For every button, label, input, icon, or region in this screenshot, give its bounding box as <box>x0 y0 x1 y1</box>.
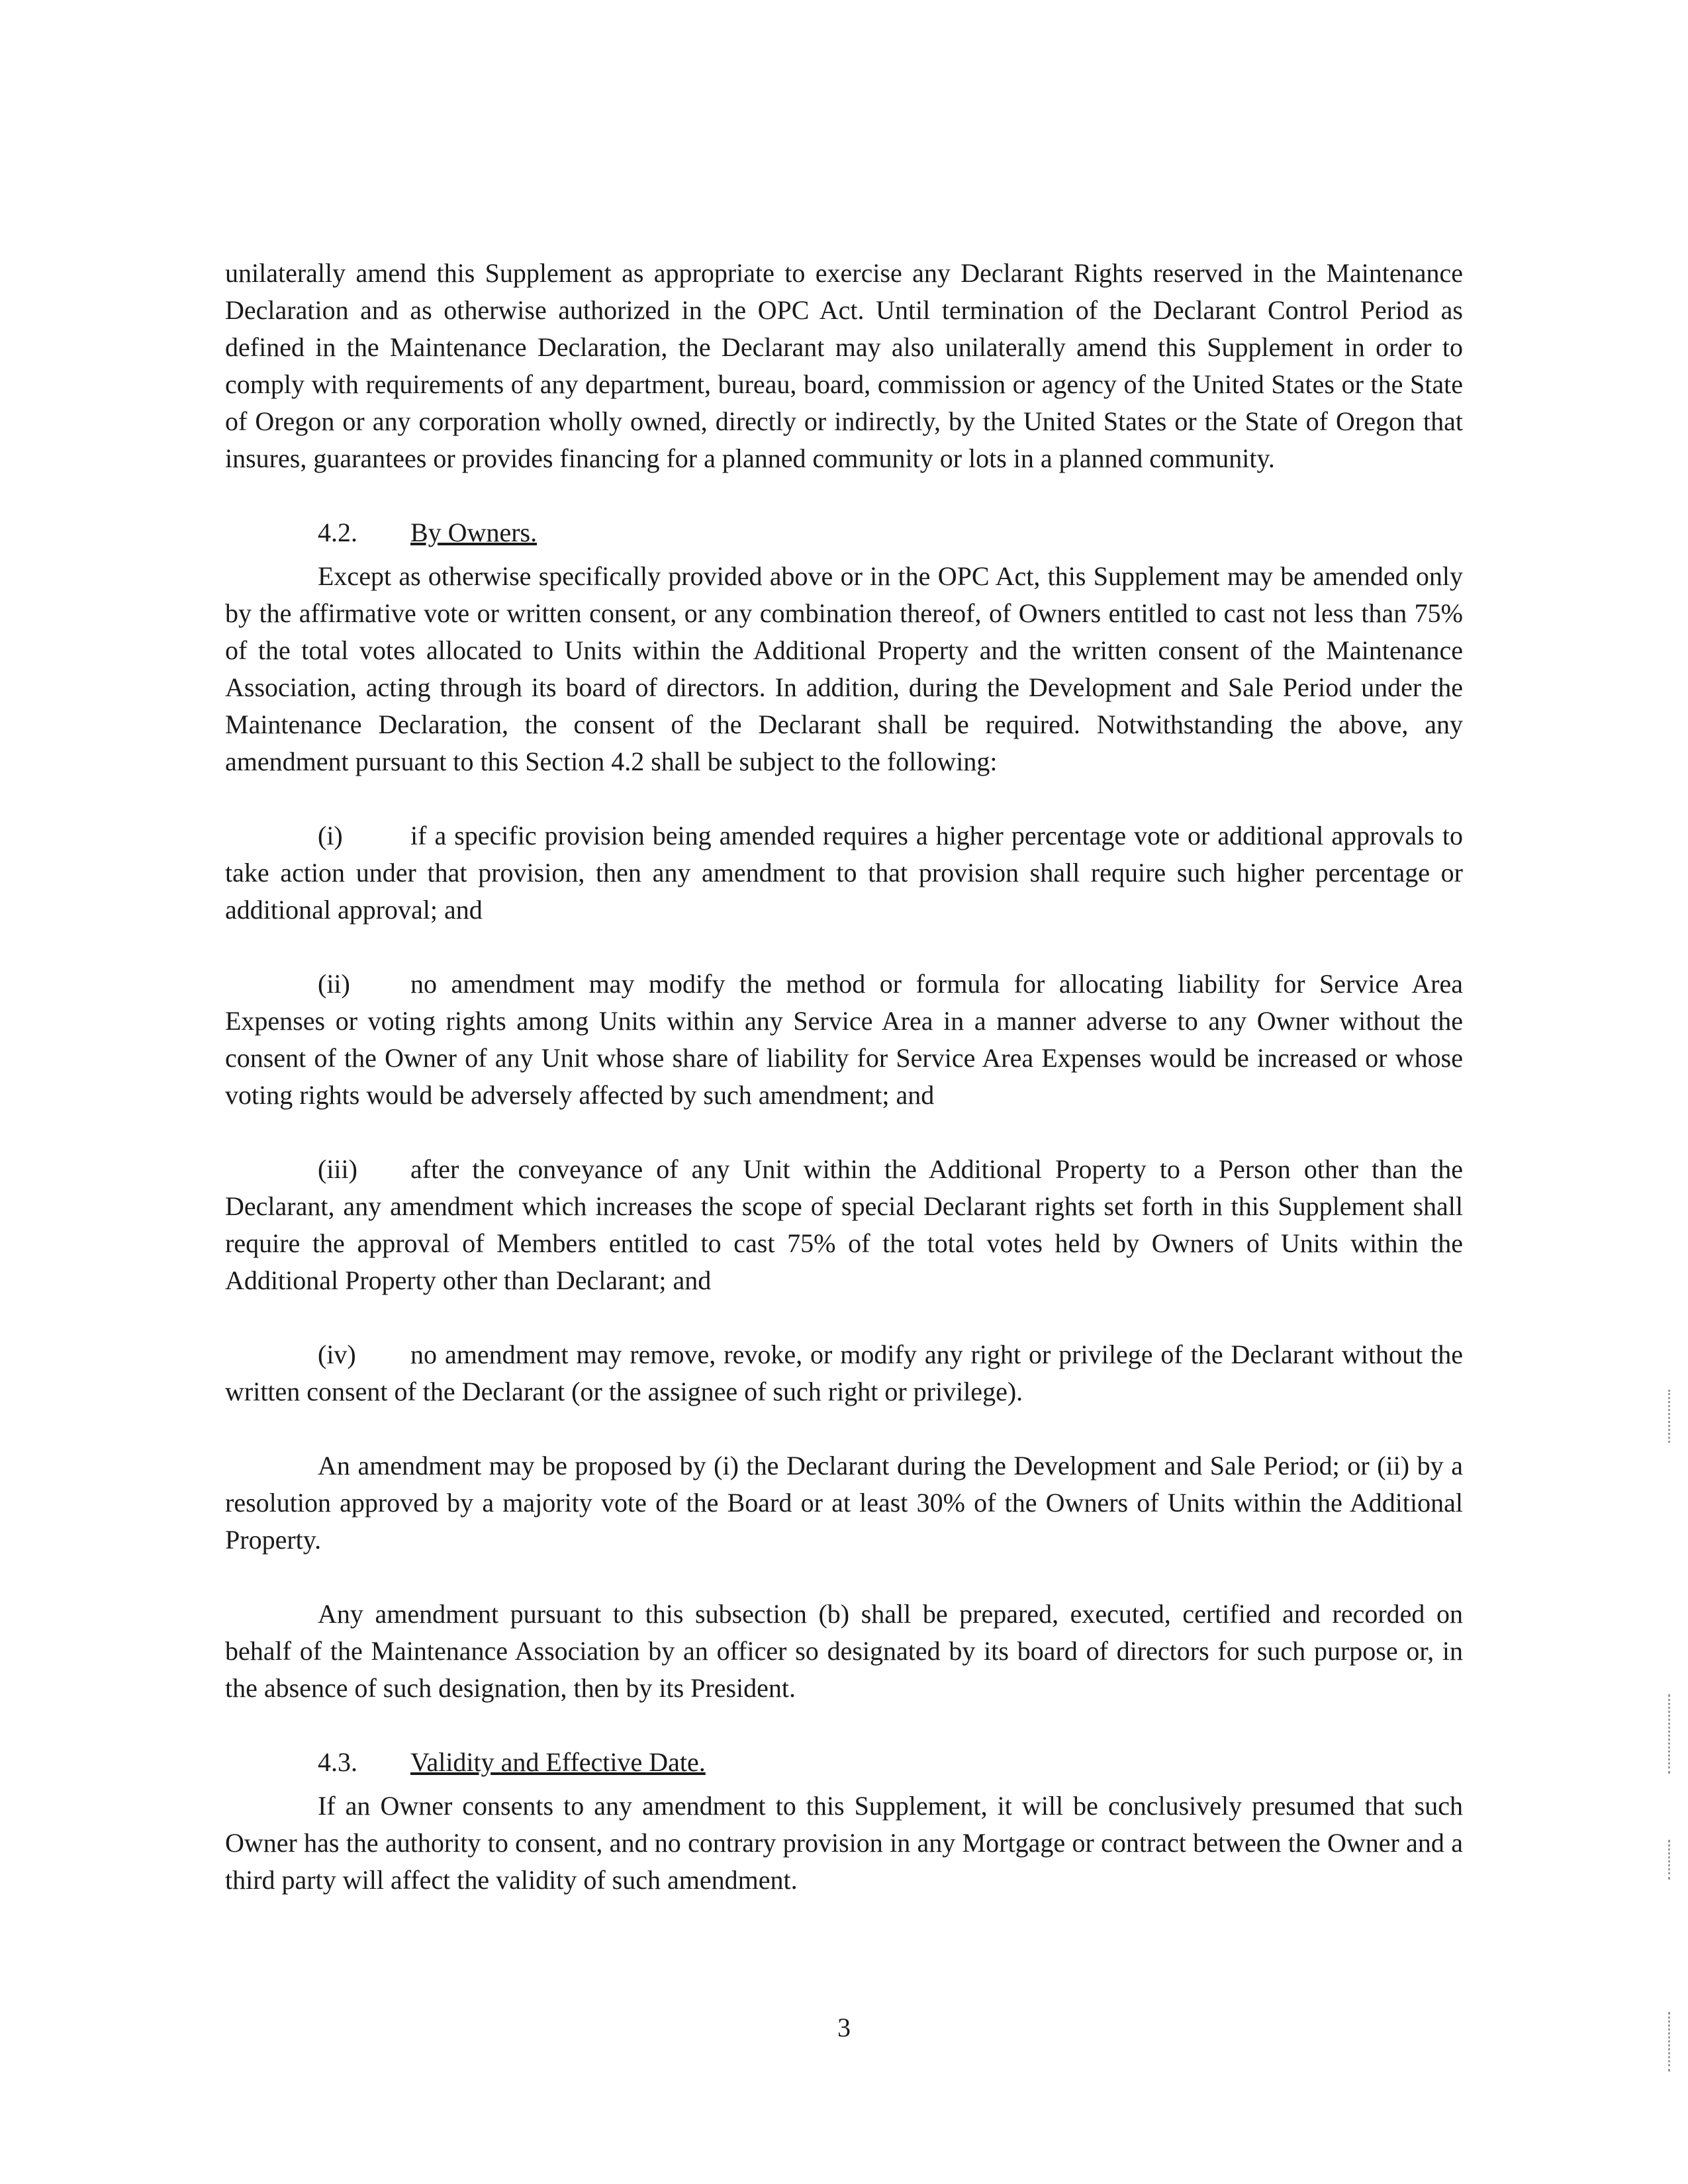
execution-paragraph: Any amendment pursuant to this subsection (b) shall be prepared, executed, certified and recorded on behalf of the Maintenance Association by an officer so designated by its board of directors for such purpose or, in the absence of such designation, then by its President. <box>225 1599 1463 1703</box>
section-4-3-heading <box>225 1744 1463 1781</box>
list-item-text: after the conveyance of any Unit within the Additional Property to a Person other than the Declarant, any amendment which increases the scope of special Declarant rights set forth in this Supplement shall require the approval of Members entitled to cast 75% of the total votes held by Owners of Units within the Additional Property other than Declarant; and <box>225 1154 1463 1295</box>
section-4-3-body: If an Owner consents to any amendment to this Supplement, it will be conclusively presumed that such Owner has the authority to consent, and no contrary provision in any Mortgage or contract between the Owner and a third party will affect the validity of such amendment. <box>225 1791 1463 1895</box>
list-item-label: (ii) <box>318 969 350 999</box>
list-item-label: (iii) <box>318 1154 357 1184</box>
list-item <box>225 817 1463 929</box>
scan-artifact-mark <box>1668 2012 1672 2071</box>
section-4-3-number: 4.3. <box>318 1747 357 1777</box>
list-item <box>225 1336 1463 1410</box>
scan-artifact-mark <box>1668 1840 1672 1880</box>
list-item-text: no amendment may modify the method or formula for allocating liability for Service Area Expenses or voting rights among Units within any Service Area in a manner adverse to any Owner without the consent of the Owner of any Unit whose share of liability for Service Area Expenses would be increased or whose voting rights would be adversely affected by such amendment; and <box>225 969 1463 1110</box>
list-item-text: no amendment may remove, revoke, or modify any right or privilege of the Declarant without the written consent of the Declarant (or the assignee of such right or privilege). <box>225 1340 1463 1406</box>
section-4-2-intro: Except as otherwise specifically provided above or in the OPC Act, this Supplement may be amended only by the affirmative vote or written consent, or any combination thereof, of Owners entitled to cast not less than 75% of the total votes allocated to Units within the Additional Property and the written consent of the Maintenance Association, acting through its board of directors. In addition, during the Development and Sale Period under the Maintenance Declaration, the consent of the Declarant shall be required. Notwithstanding the above, any amendment pursuant to this Section 4.2 shall be subject to the following: <box>225 561 1463 776</box>
list-item <box>225 1151 1463 1299</box>
scan-artifact-mark <box>1668 1694 1672 1774</box>
page-number: 3 <box>837 2013 851 2042</box>
list-item-label: (iv) <box>318 1340 356 1369</box>
list-item-text: if a specific provision being amended requires a higher percentage vote or additional approvals to take action under that provision, then any amendment to that provision shall require such higher percentage or additional approval; and <box>225 821 1463 925</box>
list-item-label: (i) <box>318 821 343 850</box>
section-4-3-title: Validity and Effective Date. <box>410 1747 706 1777</box>
section-4-2-heading <box>225 514 1463 551</box>
section-4-2-title: By Owners. <box>410 518 538 547</box>
proposal-paragraph: An amendment may be proposed by (i) the Declarant during the Development and Sale Period; or (ii) by a resolution approved by a majority vote of the Board or at least 30% of the Owners of Units within the Additional Property. <box>225 1451 1463 1555</box>
opening-paragraph: unilaterally amend this Supplement as appropriate to exercise any Declarant Rights reserved in the Maintenance Declaration and as otherwise authorized in the OPC Act. Until termination of the Declarant Control Period as defined in the Maintenance Declaration, the Declarant may also unilaterally amend this Supplement in order to comply with requirements of any department, bureau, board, commission or agency of the United States or the State of Oregon or any corporation wholly owned, directly or indirectly, by the United States or the State of Oregon that insures, guarantees or provides financing for a planned community or lots in a planned community. <box>225 258 1463 473</box>
list-item <box>225 966 1463 1114</box>
scan-artifact-mark <box>1668 1390 1672 1443</box>
document-page <box>225 255 1463 1899</box>
section-4-2-number: 4.2. <box>318 518 357 547</box>
